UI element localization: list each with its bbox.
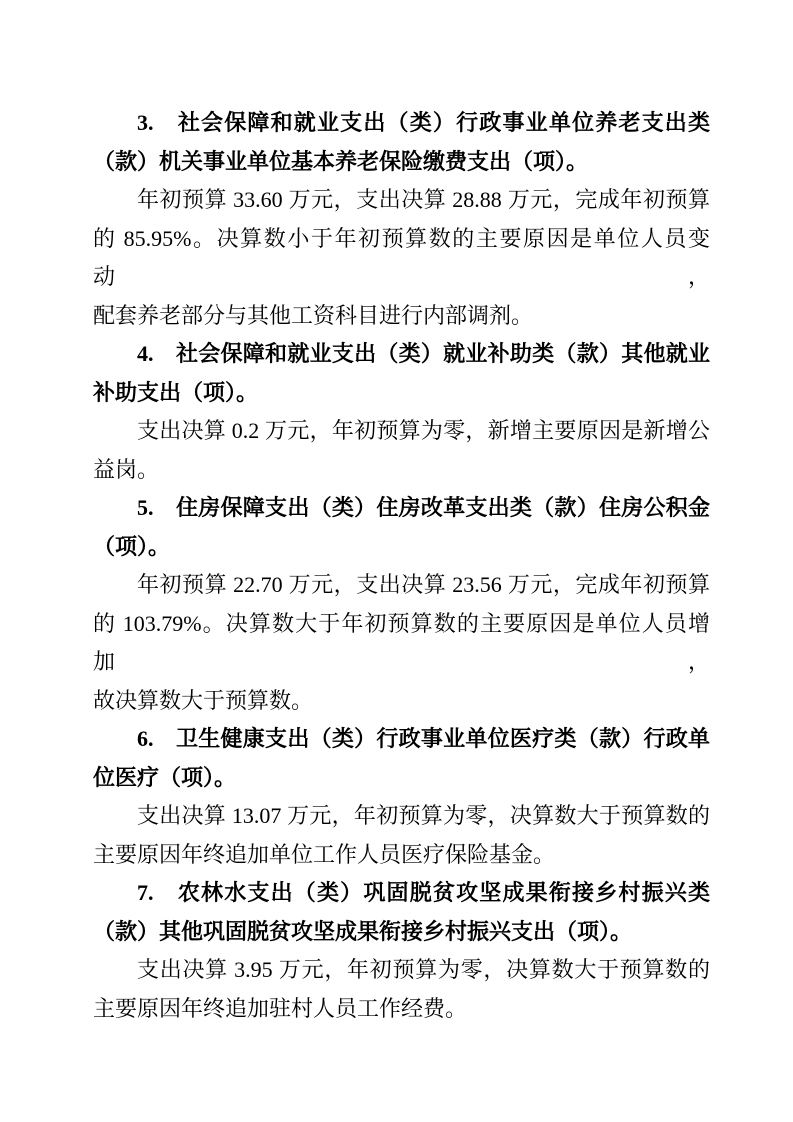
section-heading bbox=[93, 720, 710, 797]
body-line: 配套养老部分与其他工资科目进行内部调剂。 bbox=[93, 302, 534, 328]
section-heading bbox=[93, 335, 710, 412]
heading-line: 位医疗（项）。 bbox=[93, 764, 237, 790]
section-item-7 bbox=[93, 874, 710, 1028]
heading-line: 补助支出（项）。 bbox=[93, 379, 259, 405]
section-item-6 bbox=[93, 720, 710, 874]
body-line: 的 103.79%。决算数大于年初预算数的主要原因是单位人员增加， bbox=[93, 610, 710, 674]
body-line: 年初预算 22.70 万元，支出决算 23.56 万元，完成年初预算 bbox=[137, 572, 710, 597]
body-line: 支出决算 0.2 万元，年初预算为零，新增主要原因是新增公 bbox=[137, 418, 710, 443]
heading-line: 5. 住房保障支出（类）住房改革支出类（款）住房公积金 bbox=[137, 495, 710, 520]
heading-line: （项）。 bbox=[93, 533, 171, 559]
section-body bbox=[93, 412, 710, 489]
body-line: 支出决算 3.95 万元，年初预算为零，决算数大于预算数的 bbox=[137, 957, 710, 982]
heading-line: （款）其他巩固脱贫攻坚成果衔接乡村振兴支出（项）。 bbox=[93, 918, 633, 944]
body-line: 益岗。 bbox=[93, 456, 160, 482]
section-heading bbox=[93, 874, 710, 951]
heading-line: 4. 社会保障和就业支出（类）就业补助类（款）其他就业 bbox=[137, 341, 710, 366]
section-body bbox=[93, 181, 710, 335]
body-line: 年初预算 33.60 万元，支出决算 28.88 万元，完成年初预算 bbox=[137, 187, 710, 212]
section-item-5 bbox=[93, 489, 710, 720]
section-item-4 bbox=[93, 335, 710, 489]
section-body bbox=[93, 566, 710, 720]
body-line: 主要原因年终追加单位工作人员医疗保险基金。 bbox=[93, 841, 556, 867]
body-line: 支出决算 13.07 万元，年初预算为零，决算数大于预算数的 bbox=[137, 803, 710, 828]
section-body bbox=[93, 951, 710, 1028]
section-heading bbox=[93, 104, 710, 181]
section-heading bbox=[93, 489, 710, 566]
section-item-3 bbox=[93, 104, 710, 335]
body-line: 的 85.95%。决算数小于年初预算数的主要原因是单位人员变动， bbox=[93, 225, 710, 289]
heading-line: 3. 社会保障和就业支出（类）行政事业单位养老支出类 bbox=[137, 110, 710, 135]
body-line: 主要原因年终追加驻村人员工作经费。 bbox=[93, 995, 468, 1021]
section-body bbox=[93, 797, 710, 874]
heading-line: 7. 农林水支出（类）巩固脱贫攻坚成果衔接乡村振兴类 bbox=[137, 880, 710, 905]
heading-line: （款）机关事业单位基本养老保险缴费支出（项）。 bbox=[93, 148, 589, 174]
heading-line: 6. 卫生健康支出（类）行政事业单位医疗类（款）行政单 bbox=[137, 726, 710, 751]
body-line: 故决算数大于预算数。 bbox=[93, 687, 314, 713]
